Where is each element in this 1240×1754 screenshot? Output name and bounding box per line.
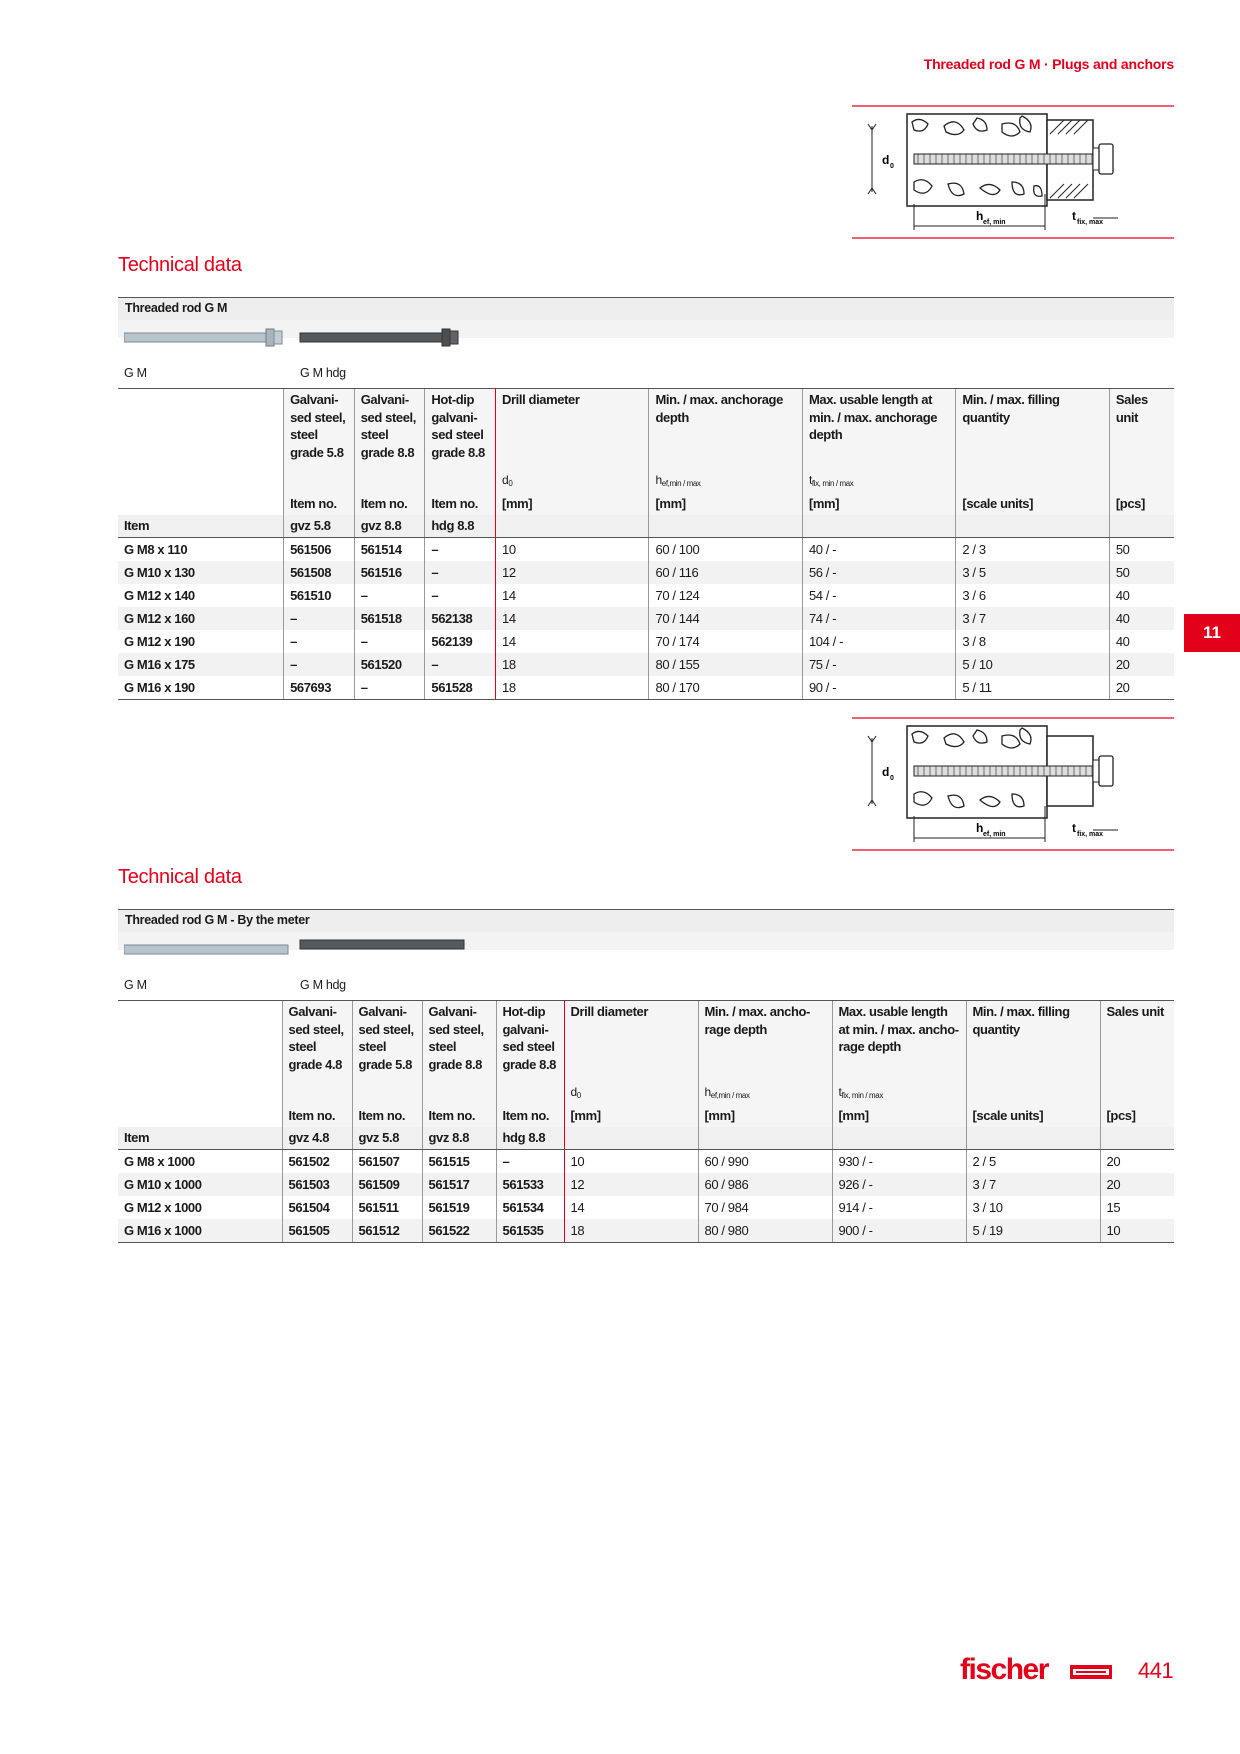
section-title-1: Technical data (118, 254, 242, 276)
rod-label-gm: G M (124, 366, 147, 380)
rod-label-gm: G M (124, 978, 147, 992)
svg-text:0: 0 (890, 775, 894, 782)
svg-text:0: 0 (890, 163, 894, 170)
table-row: G M8 x 110 561506 561514 – 10 60 / 100 40 / - 2 / 3 50 (118, 538, 1174, 562)
table-row: G M8 x 1000 561502 561507 561515 – 10 60 / 990 930 / - 2 / 5 20 (118, 1150, 1174, 1174)
page-number: 441 (1138, 1658, 1174, 1683)
diagram-tfix-label: t (1072, 821, 1076, 835)
product-bar-2: Threaded rod G M - By the meter (118, 909, 1174, 932)
header-gvz58: Galvani-sed steel, steel grade 5.8 (284, 389, 355, 462)
fischer-logo: fischer (960, 1653, 1048, 1686)
diagram-d0-label: d (882, 765, 890, 779)
running-header: Threaded rod G M · Plugs and anchors (923, 56, 1174, 72)
diagram-hef-label: h (976, 821, 984, 835)
header-gvz88: Galvani-sed steel, steel grade 8.8 (422, 1001, 496, 1074)
table-row: G M10 x 130 561508 561516 – 12 60 / 116 56 / - 3 / 5 50 (118, 561, 1174, 584)
header-sales-unit: Sales unit (1109, 389, 1174, 462)
header-usable-length: Max. usable length at min. / max. ancho-rage depth (832, 1001, 966, 1074)
header-hdg88: Hot-dip galvani-sed steel grade 8.8 (496, 1001, 564, 1074)
svg-text:fix, max: fix, max (1077, 831, 1104, 838)
header-drill-diameter: Drill diameter (496, 389, 649, 462)
header-gvz58: Galvani-sed steel, steel grade 5.8 (352, 1001, 422, 1074)
table-row: G M16 x 1000 561505 561512 561522 561535 18 80 / 980 900 / - 5 / 19 10 (118, 1219, 1174, 1243)
header-filling-quantity: Min. / max. filling quantity (956, 389, 1109, 462)
header-drill-diameter: Drill diameter (564, 1001, 698, 1074)
fischer-logo-icon (1070, 1662, 1114, 1682)
svg-text:fix, max: fix, max (1077, 219, 1104, 226)
rod-images-2 (124, 938, 474, 960)
anchor-diagram-1 (852, 104, 1174, 240)
rod-images-1 (124, 327, 474, 349)
header-usable-length: Max. usable length at min. / max. anchorage depth (802, 389, 955, 462)
header-filling-quantity: Min. / max. filling quantity (966, 1001, 1100, 1074)
tech-table-1: Galvani-sed steel, steel grade 5.8 Galvani-sed steel, steel grade 8.8 Hot-dip galvani-sed steel grade 8.8 Drill diameter Min. / max. anchorage depth Max. usable length at min. / max. anchorage depth Min. / max. filling quantity Sales unit $d_0$ $h_{ef,min / max}$ $t_{fix, min / max}$ Item no. Item no. Item no. [mm] [mm] [mm] [scale units] [pcs] Item gvz 5.8 gvz 8.8 hdg 8.8 G M8 x 110 561506 561514 – 10 60 / 100 40 / - 2 / 3 50 G M10 x 130 561508 561516 – 12 60 / 116 56 / - 3 / 5 50 G M12 x 140 561510 – – 14 70 / 124 54 / - 3 / 6 40 G M12 x 160 – 561518 562138 14 70 / 144 74 / - 3 / 7 40 G M12 x 190 – – 562139 14 70 / 174 104 / - 3 / 8 40 G M16 x 175 – 561520 – 18 80 / 155 75 / - 5 / 10 20 G M16 x 190 567693 – 561528 18 80 / 170 90 / - 5 / 11 20 (118, 388, 1174, 700)
table-row: G M12 x 140 561510 – – 14 70 / 124 54 / - 3 / 6 40 (118, 584, 1174, 607)
product-bar-1: Threaded rod G M (118, 297, 1174, 320)
diagram-tfix-label: t (1072, 209, 1076, 223)
header-sales-unit: Sales unit (1100, 1001, 1174, 1074)
chapter-tab[interactable]: 11 (1184, 614, 1240, 652)
diagram-d0-label: d (882, 153, 890, 167)
rod-label-gm-hdg: G M hdg (300, 978, 346, 992)
header-gvz48: Galvani-sed steel, steel grade 4.8 (282, 1001, 352, 1074)
anchor-diagram-2 (852, 716, 1174, 852)
table-2-body (118, 1150, 1174, 1243)
header-hdg88: Hot-dip galvani-sed steel grade 8.8 (425, 389, 496, 462)
item-header-row: Item gvz 5.8 gvz 8.8 hdg 8.8 (118, 515, 1174, 538)
table-1-body (118, 538, 1174, 700)
header-anchorage-depth: Min. / max. anchorage depth (649, 389, 802, 462)
tech-table-2: Galvani-sed steel, steel grade 4.8 Galvani-sed steel, steel grade 5.8 Galvani-sed steel, steel grade 8.8 Hot-dip galvani-sed steel grade 8.8 Drill diameter Min. / max. ancho-rage depth Max. usable length at min. / max. ancho-rage depth Min. / max. filling quantity Sales unit $d_0$ $h_{ef,min / max}$ $t_{fix, min / max}$ Item no. Item no. Item no. Item no. [mm] [mm] [mm] [scale units] [pcs] Item gvz 4.8 gvz 5.8 gvz 8.8 hdg 8.8 G M8 x 1000 561502 561507 561515 – 10 60 / 990 930 / - 2 / 5 20 G M10 x 1000 561503 561509 561517 561533 12 60 / 986 926 / - 3 / 7 20 G M12 x 1000 561504 561511 561519 561534 14 70 / 984 914 / - 3 / 10 15 G M16 x 1000 561505 561512 561522 561535 18 80 / 980 900 / - 5 / 19 10 (118, 1000, 1174, 1243)
rod-label-gm-hdg: G M hdg (300, 366, 346, 380)
svg-text:ef, min: ef, min (983, 831, 1006, 838)
table-row: G M10 x 1000 561503 561509 561517 561533 12 60 / 986 926 / - 3 / 7 20 (118, 1173, 1174, 1196)
table-row: G M12 x 1000 561504 561511 561519 561534 14 70 / 984 914 / - 3 / 10 15 (118, 1196, 1174, 1219)
header-gvz88: Galvani-sed steel, steel grade 8.8 (354, 389, 425, 462)
header-anchorage-depth: Min. / max. ancho-rage depth (698, 1001, 832, 1074)
table-row: G M12 x 160 – 561518 562138 14 70 / 144 74 / - 3 / 7 40 (118, 607, 1174, 630)
table-row: G M16 x 175 – 561520 – 18 80 / 155 75 / - 5 / 10 20 (118, 653, 1174, 676)
table-row: G M16 x 190 567693 – 561528 18 80 / 170 90 / - 5 / 11 20 (118, 676, 1174, 700)
item-header-row: Item gvz 4.8 gvz 5.8 gvz 8.8 hdg 8.8 (118, 1127, 1174, 1150)
svg-text:ef, min: ef, min (983, 219, 1006, 226)
section-title-2: Technical data (118, 866, 242, 888)
diagram-hef-label: h (976, 209, 984, 223)
table-row: G M12 x 190 – – 562139 14 70 / 174 104 / - 3 / 8 40 (118, 630, 1174, 653)
